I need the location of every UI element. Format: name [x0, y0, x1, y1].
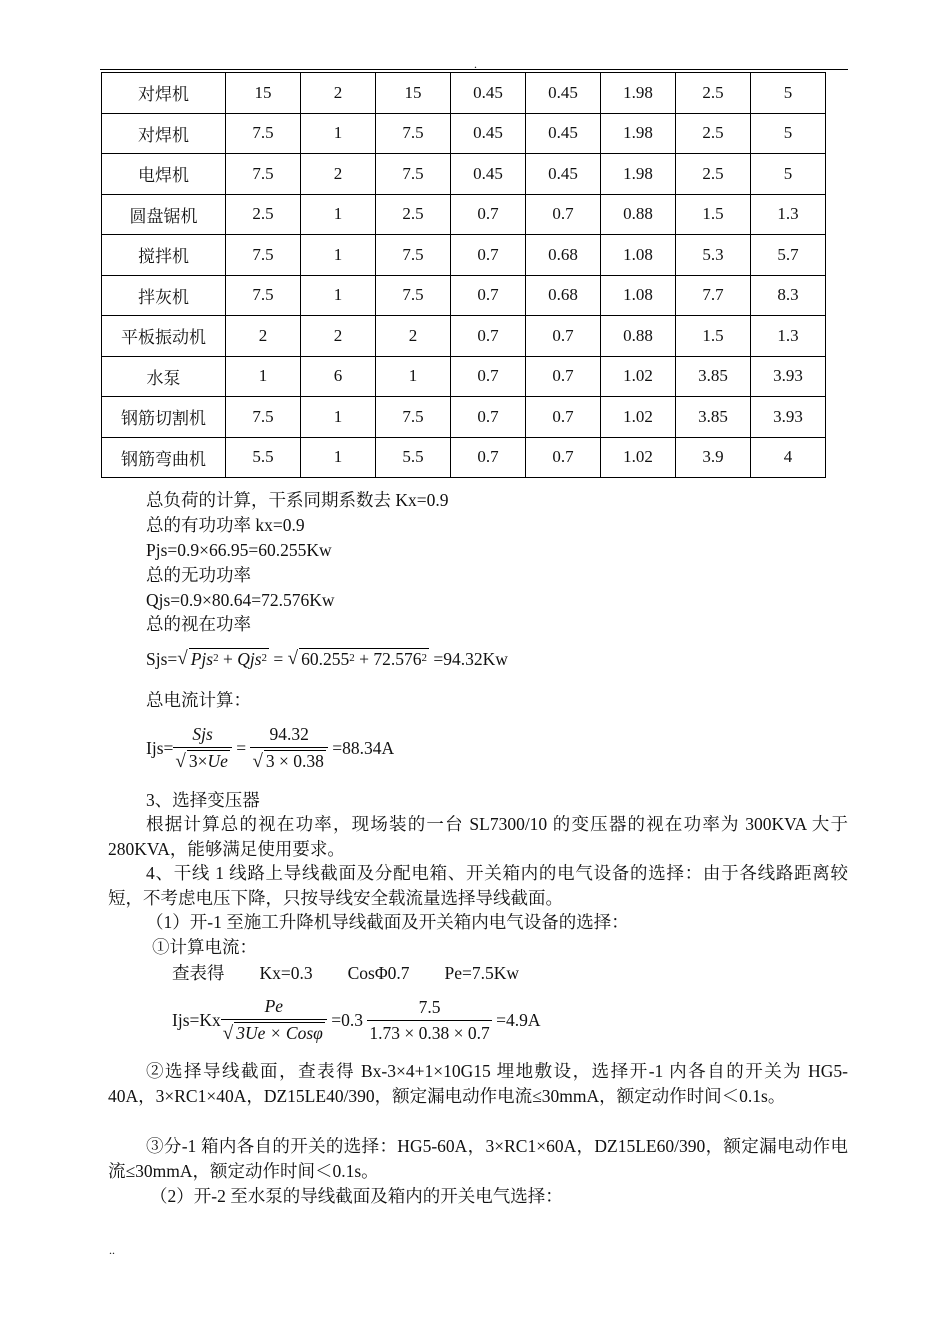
table-cell: 0.7 — [451, 437, 526, 478]
equipment-name-cell: 对焊机 — [102, 113, 226, 154]
table-cell: 4 — [751, 437, 826, 478]
table-cell: 0.7 — [526, 397, 601, 438]
table-cell: 1.08 — [601, 275, 676, 316]
table-row — [102, 113, 826, 154]
table-cell: 0.7 — [526, 437, 601, 478]
table-cell: 3.9 — [676, 437, 751, 478]
table-cell: 1 — [301, 275, 376, 316]
table-row — [102, 275, 826, 316]
table-row — [102, 316, 826, 357]
equipment-name-cell: 电焊机 — [102, 154, 226, 195]
table-cell: 5.7 — [751, 235, 826, 276]
table-cell: 1 — [226, 356, 301, 397]
table-cell: 0.7 — [451, 397, 526, 438]
paragraph-transformer: 根据计算总的视在功率，现场装的一台 SL7300/10 的变压器的视在功率为 300KVA 大于 280KVA，能够满足使用要求。 — [108, 814, 848, 859]
calc-current-title: 总电流计算： — [146, 690, 251, 710]
calc-reactive-power-title: 总的无功功率 — [146, 565, 251, 585]
table-cell: 0.45 — [451, 113, 526, 154]
table-cell: 15 — [376, 73, 451, 114]
calc-total-load: 总负荷的计算，干系同期系数去 Kx=0.9 — [146, 490, 449, 510]
table-cell: 7.7 — [676, 275, 751, 316]
table-cell: 1 — [376, 356, 451, 397]
ijs-formula: Ijs= $\frac{\text{Sjs}}{√ 3\times Ue}$ = $\frac{94.32}{√ 3 \times 0.38}$ =88.34A — [146, 724, 395, 772]
equipment-name-cell: 对焊机 — [102, 73, 226, 114]
equipment-name-cell: 圆盘锯机 — [102, 194, 226, 235]
table-cell: 7.5 — [226, 235, 301, 276]
table-cell: 0.7 — [451, 235, 526, 276]
table-cell: 7.5 — [376, 235, 451, 276]
table-row — [102, 235, 826, 276]
table-cell: 1.98 — [601, 73, 676, 114]
table-row — [102, 154, 826, 195]
footer-dot-mark: .. — [109, 1243, 115, 1257]
table-cell: 8.3 — [751, 275, 826, 316]
header-dot-mark: . — [474, 57, 477, 71]
table-cell: 1.02 — [601, 397, 676, 438]
table-cell: 0.7 — [451, 316, 526, 357]
table-cell: 7.5 — [376, 154, 451, 195]
ijs-kx-formula: Ijs=Kx $\frac{Pe}{\text{√ 3Ue × Cosφ}}$ =0.3 $\frac{7.5}{1.73 \times 0.38 \times 0.7}$ =4.9A — [172, 996, 541, 1044]
table-cell: 7.5 — [226, 113, 301, 154]
table-cell: 7.5 — [376, 275, 451, 316]
table-cell: 1.5 — [676, 316, 751, 357]
table-cell: 3.93 — [751, 356, 826, 397]
header-rule — [100, 69, 848, 70]
equipment-name-cell: 拌灰机 — [102, 275, 226, 316]
table-cell: 7.5 — [226, 154, 301, 195]
table-cell: 0.45 — [526, 154, 601, 195]
calc-apparent-power-title: 总的视在功率 — [146, 614, 251, 634]
table-cell: 2 — [376, 316, 451, 357]
table-cell: 2 — [301, 73, 376, 114]
equipment-name-cell: 平板振动机 — [102, 316, 226, 357]
table-cell: 5 — [751, 113, 826, 154]
paragraph-section-4: 4、干线 1 线路上导线截面及分配电箱、开关箱内的电气设备的选择：由于各线路距离较短，不考虑电压下降，只按导线安全载流量选择导线截面。 — [108, 863, 848, 908]
subsection-2-title: （2）开-2 至水泵的导线截面及箱内的开关电气选择： — [150, 1186, 563, 1206]
equipment-load-table — [101, 72, 826, 478]
table-cell: 1.08 — [601, 235, 676, 276]
table-cell: 2 — [226, 316, 301, 357]
table-cell: 5.5 — [376, 437, 451, 478]
table-cell: 15 — [226, 73, 301, 114]
equipment-name-cell: 水泵 — [102, 356, 226, 397]
table-cell: 0.88 — [601, 316, 676, 357]
paragraph-wire-selection: ②选择导线截面，查表得 Bx-3×4+1×10G15 埋地敷设，选择开-1 内各自的开关为 HG5-40A，3×RC1×40A，DZ15LE40/390，额定漏电动作电流≤30mmA，额定动作时间＜0.1s。 — [108, 1061, 848, 1106]
table-cell: 0.7 — [451, 275, 526, 316]
table-cell: 1 — [301, 113, 376, 154]
table-row — [102, 194, 826, 235]
table-cell: 5.3 — [676, 235, 751, 276]
sjs-formula: Sjs= √ Pjs$^2$ + Qjs$^2$ = √ $60.255^2 + 72.576^2$ =94.32Kw — [146, 648, 508, 669]
table-row — [102, 437, 826, 478]
table-cell: 0.68 — [526, 235, 601, 276]
table-row — [102, 73, 826, 114]
table-cell: 5.5 — [226, 437, 301, 478]
table-cell: 2 — [301, 154, 376, 195]
table-cell: 2 — [301, 316, 376, 357]
table-cell: 0.7 — [526, 316, 601, 357]
table-row — [102, 397, 826, 438]
table-cell: 2.5 — [226, 194, 301, 235]
equipment-name-cell: 搅拌机 — [102, 235, 226, 276]
table-cell: 0.7 — [526, 356, 601, 397]
table-cell: 2.5 — [676, 73, 751, 114]
table-cell: 7.5 — [226, 397, 301, 438]
table-cell: 0.88 — [601, 194, 676, 235]
table-cell: 0.7 — [526, 194, 601, 235]
table-cell: 1 — [301, 235, 376, 276]
table-cell: 3.85 — [676, 397, 751, 438]
table-row — [102, 356, 826, 397]
table-cell: 1.3 — [751, 194, 826, 235]
section-3-title: 3、选择变压器 — [146, 790, 260, 810]
table-cell: 2.5 — [376, 194, 451, 235]
lookup-values: 查表得 Kx=0.3 CosΦ0.7 Pe=7.5Kw — [172, 963, 520, 983]
table-cell: 1.02 — [601, 356, 676, 397]
table-cell: 2.5 — [676, 113, 751, 154]
calc-qjs: Qjs=0.9×80.64=72.576Kw — [146, 590, 335, 610]
table-cell: 7.5 — [376, 397, 451, 438]
calc-pjs: Pjs=0.9×66.95=60.255Kw — [146, 540, 332, 560]
table-cell: 0.45 — [451, 73, 526, 114]
subsection-1-title: （1）开-1 至施工升降机导线截面及开关箱内电气设备的选择： — [146, 912, 629, 932]
table-cell: 3.85 — [676, 356, 751, 397]
table-cell: 1 — [301, 397, 376, 438]
table-cell: 7.5 — [226, 275, 301, 316]
table-cell: 5 — [751, 154, 826, 195]
table-cell: 3.93 — [751, 397, 826, 438]
table-cell: 0.45 — [526, 113, 601, 154]
table-cell: 1.98 — [601, 113, 676, 154]
calc-active-power-coef: 总的有功功率 kx=0.9 — [146, 515, 305, 535]
table-cell: 1 — [301, 437, 376, 478]
table-cell: 1.98 — [601, 154, 676, 195]
equipment-name-cell: 钢筋弯曲机 — [102, 437, 226, 478]
table-cell: 0.45 — [526, 73, 601, 114]
equipment-name-cell: 钢筋切割机 — [102, 397, 226, 438]
table-cell: 5 — [751, 73, 826, 114]
table-cell: 0.68 — [526, 275, 601, 316]
table-cell: 7.5 — [376, 113, 451, 154]
table-cell: 1.5 — [676, 194, 751, 235]
table-cell: 0.7 — [451, 356, 526, 397]
table-cell: 1.02 — [601, 437, 676, 478]
paragraph-switch-selection: ③分-1 箱内各自的开关的选择：HG5-60A，3×RC1×60A，DZ15LE60/390，额定漏电动作电流≤30mmA，额定动作时间＜0.1s。 — [108, 1136, 848, 1181]
table-cell: 1.3 — [751, 316, 826, 357]
table-cell: 2.5 — [676, 154, 751, 195]
table-cell: 1 — [301, 194, 376, 235]
table-cell: 6 — [301, 356, 376, 397]
table-cell: 0.45 — [451, 154, 526, 195]
table-cell: 0.7 — [451, 194, 526, 235]
step-calc-current: ①计算电流： — [152, 937, 257, 957]
